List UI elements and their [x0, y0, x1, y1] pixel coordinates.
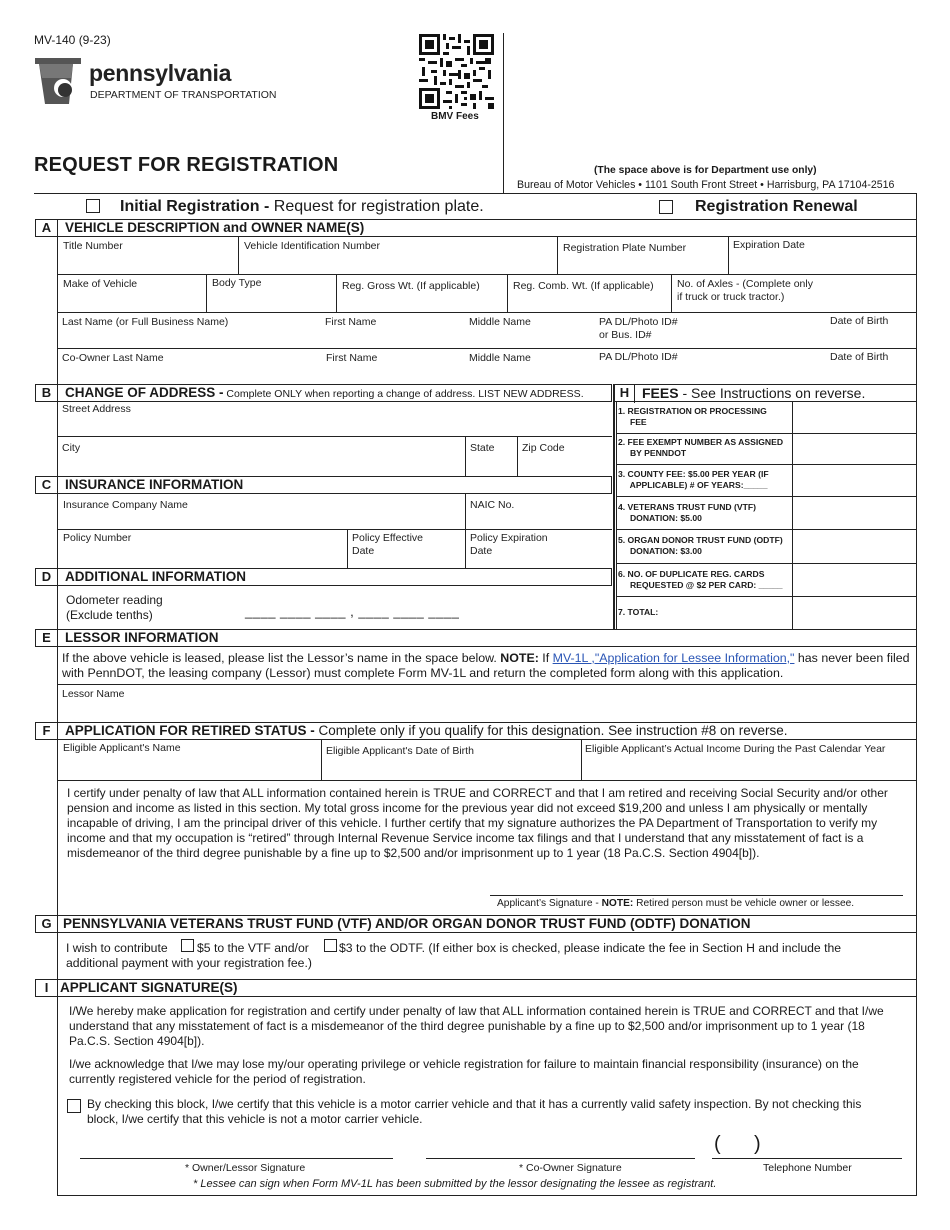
- applicant-certification-text: I/We hereby make application for registration and certify under penalty of law that ALL information contained herein is TRUE and CORRECT and that I/we understand that any misstatement of fact is a misdemeanor of the third degree punishable by a fine up to $2,500 and/or imprisonment up to 1 year (18 Pa.C.S. Section 4904[b]).: [69, 1004, 884, 1048]
- vtf-donation-checkbox[interactable]: [181, 939, 194, 952]
- middle-name-field[interactable]: Middle Name: [469, 316, 531, 328]
- fee-amount-exempt[interactable]: [793, 434, 915, 464]
- section-i-header: [35, 979, 917, 997]
- fee-amount-registration[interactable]: [793, 403, 915, 433]
- section-h-letter: H: [615, 385, 635, 403]
- naic-field[interactable]: NAIC No.: [470, 499, 515, 511]
- section-g-title: PENNSYLVANIA VETERANS TRUST FUND (VTF) AND/OR ORGAN DONOR TRUST FUND (ODTF) DONATION: [63, 916, 751, 931]
- divider: [57, 529, 612, 530]
- divider: [57, 780, 917, 781]
- registration-renewal-checkbox[interactable]: [659, 200, 673, 214]
- axles-field[interactable]: No. of Axles - (Complete only if truck or truck tractor.): [677, 278, 813, 303]
- vtf-donation-label: $5 to the VTF and/or: [197, 941, 309, 955]
- divider: [465, 529, 466, 568]
- fee-amount-total[interactable]: [793, 597, 915, 629]
- section-c-header: [35, 476, 612, 494]
- gross-weight-field[interactable]: Reg. Gross Wt. (If applicable): [342, 280, 480, 292]
- motor-carrier-text: By checking this block, I/we certify that this vehicle is a motor carrier vehicle and that it has a currently valid safety inspection. By not checking this block, I/we certify that this vehicle is not a motor carrier vehicle.: [87, 1097, 862, 1126]
- co-owner-middle-name-field[interactable]: Middle Name: [469, 352, 531, 364]
- divider: [57, 312, 917, 313]
- section-e-title: LESSOR INFORMATION: [65, 630, 219, 645]
- qr-caption: BMV Fees: [431, 111, 479, 122]
- form-top-border: [34, 193, 917, 194]
- street-address-field[interactable]: Street Address: [62, 403, 131, 415]
- policy-effective-date-field[interactable]: Policy Effective Date: [352, 532, 424, 557]
- lessee-footnote: * Lessee can sign when Form MV-1L has been submitted by the lessor designating the lessee as registrant.: [193, 1178, 717, 1190]
- divider: [581, 740, 582, 780]
- eligible-name-field[interactable]: Eligible Applicant's Name: [63, 742, 181, 754]
- fee-row-vtf: 4. VETERANS TRUST FUND (VTF) DONATION: $5.00: [618, 502, 756, 523]
- co-owner-last-name-field[interactable]: Co-Owner Last Name: [62, 352, 164, 364]
- section-a-title: VEHICLE DESCRIPTION and OWNER NAME(S): [65, 220, 365, 235]
- vin-field[interactable]: Vehicle Identification Number: [244, 240, 380, 252]
- divider: [336, 274, 337, 312]
- telephone-line[interactable]: [712, 1158, 902, 1159]
- section-h-header: [614, 384, 917, 402]
- divider: [465, 494, 466, 529]
- make-field[interactable]: Make of Vehicle: [63, 278, 138, 290]
- dept-use-divider: [503, 33, 504, 193]
- eligible-income-field[interactable]: Eligible Applicant’s Actual Income During the Past Calendar Year: [585, 743, 886, 755]
- fee-amount-odtf[interactable]: [793, 530, 915, 563]
- city-field[interactable]: City: [62, 442, 81, 454]
- divider: [613, 384, 615, 630]
- donation-note: additional payment with your registration fee.): [66, 956, 312, 970]
- phone-area-code[interactable]: ( ): [714, 1133, 761, 1155]
- state-field[interactable]: State: [470, 442, 495, 454]
- section-e-header: [35, 629, 917, 647]
- section-a-letter: A: [36, 220, 58, 238]
- form-right-border: [916, 193, 917, 1196]
- coowner-signature-label: * Co-Owner Signature: [519, 1162, 622, 1174]
- policy-expiration-date-field[interactable]: Policy Expiration Date: [470, 532, 548, 557]
- last-name-field[interactable]: Last Name (or Full Business Name): [62, 316, 229, 328]
- section-f-title: APPLICATION FOR RETIRED STATUS - Complete only if you qualify for this designation. See instruction #8 on reverse.: [65, 723, 788, 738]
- co-owner-dob-field[interactable]: Date of Birth: [830, 351, 889, 363]
- owner-signature-line[interactable]: [80, 1158, 393, 1159]
- divider: [465, 436, 466, 476]
- odtf-donation-checkbox[interactable]: [324, 939, 337, 952]
- fee-row-total: 7. TOTAL:: [618, 607, 659, 617]
- title-number-field[interactable]: Title Number: [63, 240, 123, 252]
- expiration-date-field[interactable]: Expiration Date: [733, 239, 805, 251]
- divider: [57, 274, 917, 275]
- fee-row-duplicate-cards: 6. NO. OF DUPLICATE REG. CARDS REQUESTED @ $2 PER CARD: _____: [618, 569, 783, 590]
- section-c-letter: C: [36, 477, 58, 495]
- odtf-donation-label: $3 to the ODTF. (If either box is checked, please indicate the fee in Section H and include the: [339, 941, 842, 955]
- section-d-title: ADDITIONAL INFORMATION: [65, 569, 246, 584]
- pa-dl-field[interactable]: PA DL/Photo ID# or Bus. ID#: [599, 316, 678, 341]
- qr-code-icon: [419, 34, 494, 109]
- divider: [507, 274, 508, 312]
- combined-weight-field[interactable]: Reg. Comb. Wt. (If applicable): [513, 280, 654, 292]
- odometer-input[interactable]: ____ ____ ____ , ____ ____ ____: [245, 604, 460, 619]
- section-i-title: APPLICANT SIGNATURE(S): [60, 980, 238, 995]
- plate-number-field[interactable]: Registration Plate Number: [563, 242, 687, 254]
- fee-row-county: 3. COUNTY FEE: $5.00 PER YEAR (IF APPLICABLE) # OF YEARS:_____: [618, 469, 769, 490]
- first-name-field[interactable]: First Name: [325, 316, 377, 328]
- form-bottom-border: [57, 1195, 917, 1196]
- zip-field[interactable]: Zip Code: [522, 442, 565, 454]
- body-type-field[interactable]: Body Type: [212, 277, 262, 289]
- divider: [671, 274, 672, 312]
- fee-row-registration: 1. REGISTRATION OR PROCESSING FEE: [618, 406, 767, 427]
- initial-registration-label: Initial Registration - Request for registration plate.: [120, 198, 484, 215]
- fee-amount-vtf[interactable]: [793, 497, 915, 529]
- section-d-letter: D: [36, 569, 58, 587]
- dept-use-note: (The space above is for Department use only): [594, 165, 817, 176]
- section-b-letter: B: [36, 385, 58, 403]
- section-h-title: FEES - See Instructions on reverse.: [642, 385, 866, 401]
- fee-amount-duplicate[interactable]: [793, 564, 915, 596]
- lessor-instructions: If the above vehicle is leased, please list the Lessor’s name in the space below. NOTE: If MV-1L ,"Application for Lessee Information," has never been filed with PennDOT, the leasing company (Lessor) must complete Form MV-1L and return the completed form along with this application.: [62, 651, 910, 680]
- registration-renewal-label: Registration Renewal: [695, 198, 858, 215]
- section-g-letter: G: [36, 916, 58, 934]
- divider: [57, 348, 917, 349]
- bureau-address: Bureau of Motor Vehicles • 1101 South Front Street • Harrisburg, PA 17104-2516: [517, 179, 895, 191]
- coowner-signature-line[interactable]: [426, 1158, 695, 1159]
- form-left-border: [57, 237, 58, 1196]
- lessor-name-field[interactable]: Lessor Name: [62, 688, 125, 700]
- divider: [238, 237, 239, 274]
- section-b-title: CHANGE OF ADDRESS - Complete ONLY when reporting a change of address. LIST NEW ADDRESS.: [65, 385, 584, 400]
- co-owner-pa-dl-field[interactable]: PA DL/Photo ID#: [599, 351, 678, 363]
- fee-row-exempt: 2. FEE EXEMPT NUMBER AS ASSIGNED BY PENNDOT: [618, 437, 784, 458]
- section-e-letter: E: [36, 630, 58, 648]
- section-d-header: [35, 568, 612, 586]
- divider: [57, 436, 612, 437]
- co-owner-first-name-field[interactable]: First Name: [326, 352, 378, 364]
- insurance-company-field[interactable]: Insurance Company Name: [63, 499, 188, 511]
- telephone-label: Telephone Number: [763, 1162, 852, 1174]
- section-b-header: [35, 384, 612, 402]
- divider: [321, 740, 322, 780]
- form-title: REQUEST FOR REGISTRATION: [34, 154, 339, 176]
- divider: [206, 274, 207, 312]
- dob-field[interactable]: Date of Birth: [830, 315, 889, 327]
- section-g-header: [35, 915, 917, 933]
- insurance-acknowledgement-text: I/we acknowledge that I/we may lose my/our operating privilege or vehicle registration for failure to maintain financial responsibility (insurance) on the currently registered vehicle for the period of registration.: [69, 1057, 859, 1086]
- applicant-signature-line[interactable]: [490, 895, 903, 896]
- motor-carrier-checkbox[interactable]: [67, 1099, 81, 1113]
- fee-amount-county[interactable]: [793, 465, 915, 496]
- divider: [57, 684, 917, 685]
- section-a-header: [35, 219, 917, 237]
- initial-registration-checkbox[interactable]: [86, 199, 100, 213]
- applicant-signature-label: Applicant’s Signature - NOTE: Retired person must be vehicle owner or lessee.: [497, 898, 855, 909]
- odometer-label: Odometer reading (Exclude tenths): [66, 593, 163, 622]
- fee-row-odtf: 5. ORGAN DONOR TRUST FUND (ODTF) DONATION: $3.00: [618, 535, 783, 556]
- logo-department: DEPARTMENT OF TRANSPORTATION: [90, 89, 277, 101]
- contribute-label: I wish to contribute: [66, 941, 168, 955]
- section-f-letter: F: [36, 723, 58, 741]
- mv1l-link[interactable]: MV-1L ,"Application for Lessee Information,": [552, 651, 795, 665]
- section-f-header: [35, 722, 917, 740]
- keystone-logo-icon: [33, 54, 83, 106]
- logo-state-name: pennsylvania: [89, 60, 232, 86]
- policy-number-field[interactable]: Policy Number: [63, 532, 132, 544]
- retired-certification-text: I certify under penalty of law that ALL information contained herein is TRUE and CORRECT and that I am retired and receiving Social Security and/or other pension and income as listed in this section. My total gross income for the previous year did not exceed $19,200 and unless I am physically or mentally incapable of driving, I am the principal driver of this vehicle. I further certify that my signature authorizes the PA Department of Transportation to verify my income and that my occupation is “retired” through Internal Revenue Service income tax filings and that I understand that any misstatement of fact is a misdemeanor of the third degree punishable by a fine up to $2,500 and/or imprisonment up to 1 year (18 Pa.C.S. Section 4904[b]).: [67, 786, 888, 860]
- owner-signature-label: * Owner/Lessor Signature: [185, 1162, 306, 1174]
- section-i-letter: I: [36, 980, 58, 998]
- eligible-dob-field[interactable]: Eligible Applicant's Date of Birth: [326, 745, 474, 757]
- divider: [557, 237, 558, 274]
- divider: [517, 436, 518, 476]
- section-c-title: INSURANCE INFORMATION: [65, 477, 244, 492]
- divider: [347, 529, 348, 568]
- form-code: MV-140 (9-23): [34, 33, 111, 47]
- divider: [728, 237, 729, 274]
